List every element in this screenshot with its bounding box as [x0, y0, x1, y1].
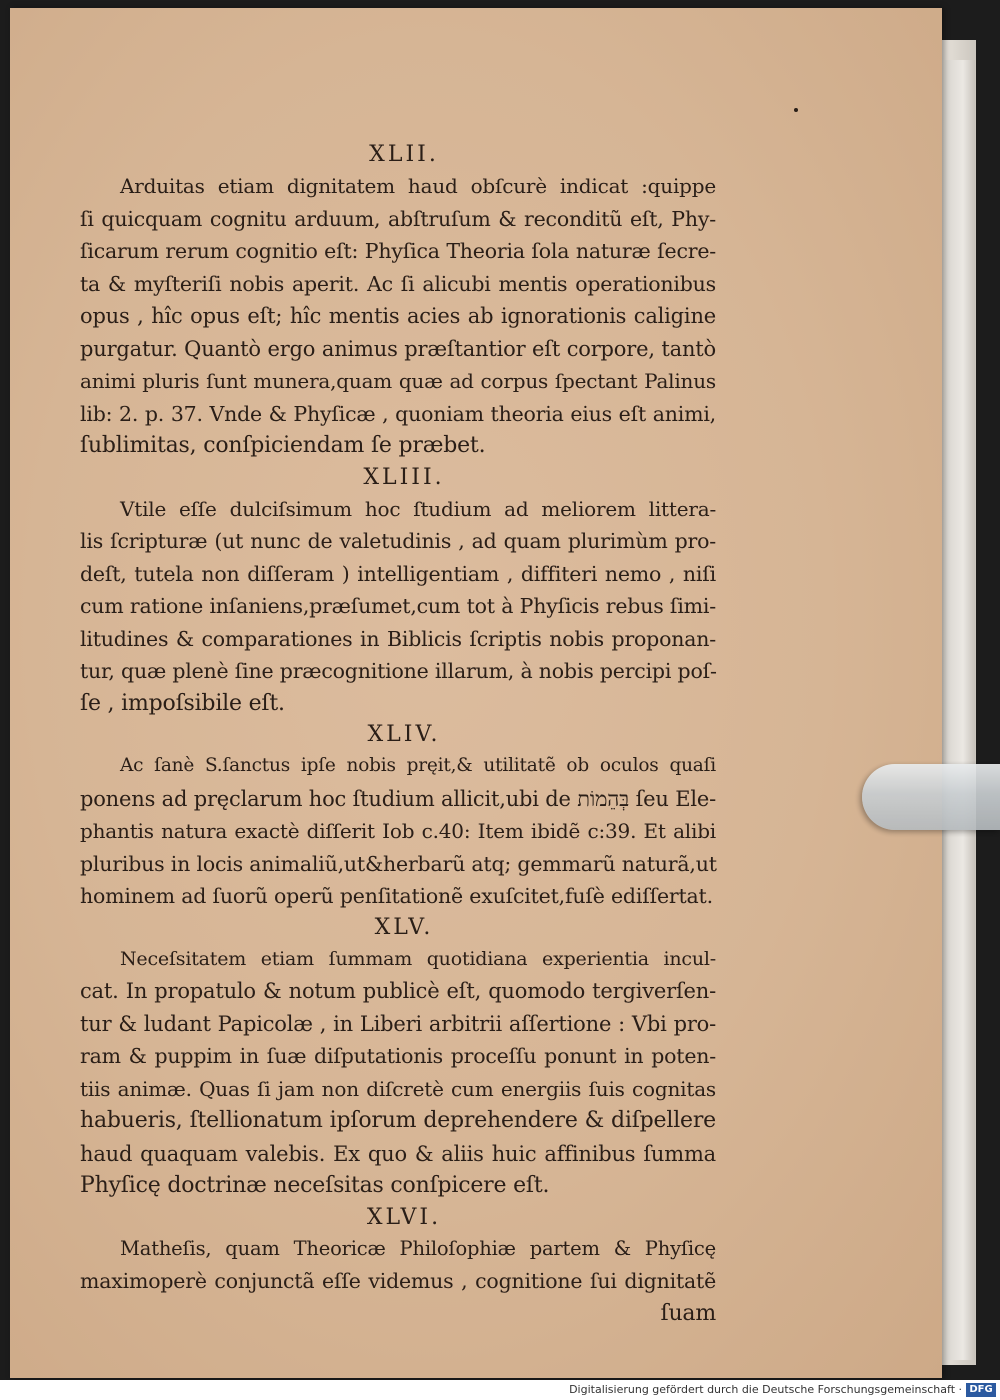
text-line: ſublimitas, conſpiciendam ſe præbet. — [80, 433, 486, 458]
text-line: opus , hîc opus eſt; hîc mentis acies ab ignorationis caligine — [80, 304, 716, 328]
catchword: ſuam — [660, 1300, 716, 1326]
text-line: ſicarum rerum cognitio eſt: Phyſica Theoria ſola naturæ ſecre- — [80, 239, 716, 263]
text-line: purgatur. Quantò ergo animus præſtantior eſt corpore, tantò — [80, 336, 716, 361]
text-line: animi pluris ſunt munera,quam quæ ad corpus ſpectant Palinus — [80, 369, 716, 393]
page-text — [80, 140, 716, 1330]
text-line: ſe , impoſsibile eſt. — [80, 690, 285, 716]
text-line: ta & myſteriſi nobis aperit. Ac ſi alicubi mentis operationibus — [80, 271, 716, 296]
text-line: tur, quæ plenè ſine præcognitione illarum, à nobis percipi poſ- — [80, 659, 717, 683]
text-line: pluribus in locis animaliũ,ut&herbarũ atq; gemmarũ naturã,ut — [80, 851, 717, 876]
text-line: ſi quicquam cognitu arduum, abſtruſum & reconditũ eſt, Phy- — [80, 206, 716, 231]
dfg-logo: DFG — [966, 1383, 996, 1397]
text-line: Arduitas etiam dignitatem haud obſcurè indicat :quippe — [120, 174, 716, 198]
text-line: phantis natura exactè diſſerit Iob c.40: Item ibidẽ c:39. Et alibi — [80, 819, 716, 843]
page-stack-edge-inner — [945, 60, 975, 1360]
section-heading: XLV. — [374, 914, 434, 940]
text-line: lib: 2. p. 37. Vnde & Phyſicæ , quoniam theoria eius eſt animi, — [80, 401, 716, 426]
text-line: cum ratione inſaniens,præſumet,cum tot à Phyſicis rebus ſimi- — [80, 594, 716, 618]
text-line: Ac ſanè S.ſanctus ipſe nobis pręit,& utilitatẽ ob oculos quaſi — [120, 755, 716, 776]
text-line: cat. In propatulo & notum publicè eſt, quomodo tergiverſen- — [80, 979, 716, 1003]
text-line: tiis animæ. Quas ſi jam non diſcretè cum energiis ſuis cognitas — [80, 1076, 716, 1101]
text-line: ram & puppim in ſuæ diſputationis proceſſu ponunt in poten- — [80, 1044, 716, 1068]
text-line: tur & ludant Papicolæ , in Liberi arbitrii aſſertione : Vbi pro- — [80, 1011, 716, 1036]
text-line: deſt, tutela non diſſeram ) intelligentiam , diffiteri nemo , niſi — [80, 561, 716, 586]
section-heading: XLIV. — [367, 722, 441, 747]
section-heading: XLIII. — [363, 464, 445, 490]
text-line: maximoperè conjunctã eſſe videmus , cognitione ſui dignitatẽ — [80, 1269, 716, 1293]
text-line: litudines & comparationes in Biblicis ſcriptis nobis proponan- — [80, 626, 716, 651]
text-line: Neceſsitatem etiam ſummam quotidiana experientia incul- — [120, 947, 716, 970]
footer-bar — [0, 1380, 1000, 1400]
page-clip — [862, 764, 1000, 830]
text-line: Vtile eſſe dulciſsimum hoc ſtudium ad meliorem littera- — [120, 496, 716, 521]
section-heading: XLII. — [369, 142, 439, 167]
text-line: hominem ad ſuorũ operũ penſitationẽ exuſcitet,fuſè ediſſertat. — [80, 884, 713, 908]
text-line: Phyſicę doctrinæ neceſsitas conſpicere eſt. — [80, 1173, 550, 1198]
text-line: haud quaquam valebis. Ex quo & aliis huic affinibus ſumma — [80, 1141, 716, 1166]
funding-notice: Digitalisierung gefördert durch die Deutsche Forschungsgemeinschaft · — [569, 1383, 962, 1396]
section-heading: XLVI. — [366, 1204, 442, 1230]
text-line: Matheſis, quam Theoricæ Philoſophiæ partem & Phyſicę — [120, 1236, 716, 1260]
text-line: lis ſcripturæ (ut nunc de valetudinis , ad quam plurimùm pro- — [80, 529, 716, 553]
text-line: ponens ad pręclarum hoc ſtudium allicit,ubi de בְּהֵמוֹת ſeu Ele- — [80, 786, 716, 811]
ink-spot — [794, 108, 798, 112]
text-line: habueris, ſtellionatum ipſorum deprehendere & diſpellere — [80, 1108, 716, 1133]
